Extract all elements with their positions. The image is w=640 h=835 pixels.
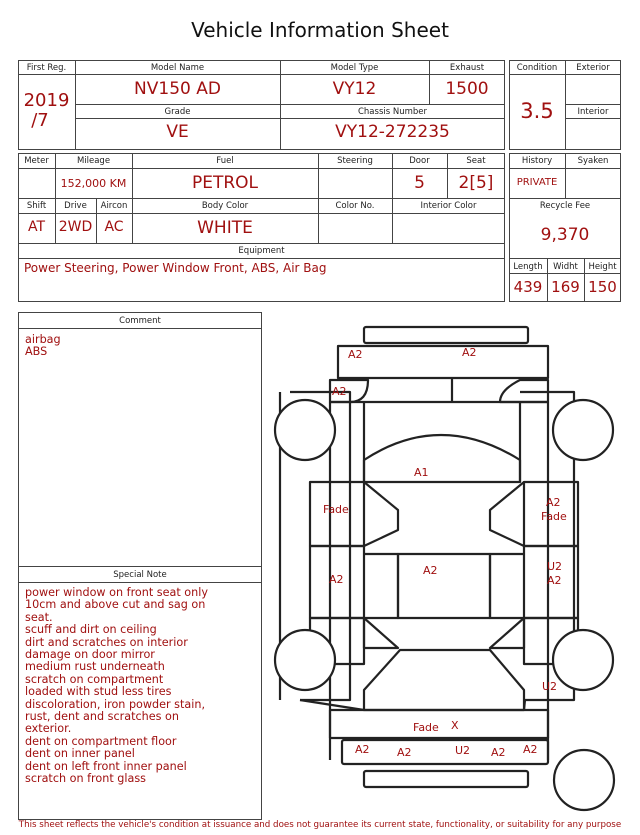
damage-mark: A1 (414, 466, 429, 479)
roof (398, 554, 490, 618)
exhaust-label: Exhaust (449, 63, 485, 73)
damage-mark: A2 (462, 346, 477, 359)
left-front-wheel (275, 400, 335, 460)
first-reg-month: /7 (31, 110, 49, 131)
special-note-label: Special Note (113, 570, 167, 580)
aircon-value: AC (104, 219, 124, 235)
drive-value: 2WD (58, 219, 93, 235)
damage-mark: U2 (542, 680, 558, 693)
shift-label: Shift (26, 201, 47, 211)
special-note-line: rust, dent and scratches on (25, 710, 179, 724)
damage-mark: A2 (397, 746, 412, 759)
special-note-line: loaded with stud less tires (25, 685, 172, 699)
damage-mark: A2 (491, 746, 506, 759)
model-type-value: VY12 (332, 79, 377, 99)
model-type-label: Model Type (330, 63, 379, 73)
fuel-label: Fuel (216, 156, 234, 166)
first-reg-year: 2019 (23, 90, 70, 111)
comment-label: Comment (119, 316, 161, 326)
comment-line: ABS (25, 345, 48, 359)
special-note-line: scratch on compartment (25, 672, 164, 686)
comment-line: airbag (25, 333, 61, 346)
special-note-line: dirt and scratches on interior (25, 635, 188, 649)
seat-label: Seat (466, 156, 486, 166)
special-note-line: power window on front seat only (25, 586, 208, 599)
damage-mark: X (451, 719, 459, 732)
special-note-line: dent on compartment floor (25, 734, 177, 748)
special-note-line: exterior. (25, 722, 72, 736)
special-note-line: damage on door mirror (25, 648, 155, 662)
equipment-value: Power Steering, Power Window Front, ABS, Air Bag (24, 261, 327, 275)
damage-mark: A2 (348, 348, 363, 361)
mileage-label: Mileage (76, 156, 111, 166)
equipment-label: Equipment (238, 246, 285, 256)
front-bumper (364, 327, 528, 343)
mileage-value: 152,000 KM (60, 177, 127, 190)
interior-label: Interior (577, 107, 609, 117)
spare-wheel (554, 750, 614, 810)
damage-mark: A2 (332, 385, 347, 398)
damage-mark: A2 (329, 573, 344, 586)
left-rear-wheel (275, 630, 335, 690)
grade-value: VE (166, 122, 189, 142)
damage-mark: A2 (423, 564, 438, 577)
meter-label: Meter (24, 156, 49, 166)
special-note-line: medium rust underneath (25, 660, 165, 674)
windshield (364, 435, 520, 482)
aircon-label: Aircon (100, 201, 128, 211)
front-panel (338, 346, 548, 378)
history-label: History (521, 156, 553, 166)
interior-color-label: Interior Color (420, 201, 477, 211)
right-rear-wheel (553, 630, 613, 690)
special-note-line: scratch on front glass (25, 772, 147, 786)
right-front-wheel (553, 400, 613, 460)
door-label: Door (409, 156, 430, 166)
length-value: 439 (513, 278, 543, 296)
recycle-fee-value: 9,370 (540, 225, 590, 245)
damage-mark: Fade (541, 510, 567, 523)
syaken-label: Syaken (577, 156, 609, 166)
width-value: 169 (551, 278, 580, 296)
condition-value: 3.5 (520, 99, 554, 123)
special-note-line: seat. (25, 610, 53, 624)
height-value: 150 (588, 278, 617, 296)
damage-mark: A2 (523, 743, 538, 756)
rear-panel (330, 710, 548, 738)
seat-value: 2[5] (458, 173, 494, 193)
grade-label: Grade (164, 107, 191, 117)
steering-label: Steering (337, 156, 373, 166)
recycle-fee-label: Recycle Fee (539, 201, 591, 211)
exhaust-value: 1500 (445, 79, 489, 99)
fuel-value: PETROL (191, 173, 259, 193)
page-title: Vehicle Information Sheet (191, 18, 449, 42)
model-name-value: NV150 AD (134, 79, 221, 99)
special-note-line: dent on left front inner panel (25, 759, 187, 773)
special-note-line: 10cm and above cut and sag on (25, 598, 206, 612)
footer-disclaimer: This sheet reflects the vehicle's condition at issuance and does not guarantee its current state, functionality, or suitability for any purpose (18, 820, 622, 830)
first-reg-label: First Reg. (26, 63, 67, 73)
exterior-label: Exterior (576, 63, 610, 73)
damage-mark: A2 (546, 496, 561, 509)
length-label: Length (513, 262, 543, 272)
damage-mark: Fade (323, 503, 349, 516)
special-note-line: discoloration, iron powder stain, (25, 697, 205, 711)
chassis-label: Chassis Number (357, 107, 428, 117)
damage-mark: Fade (413, 721, 439, 734)
rear-bumper (342, 740, 548, 764)
chassis-value: VY12-272235 (335, 122, 450, 142)
condition-label: Condition (516, 63, 558, 73)
body-color-value: WHITE (197, 218, 253, 238)
damage-mark: U2 (547, 560, 563, 573)
rear-step (364, 771, 528, 787)
damage-mark: A2 (547, 574, 562, 587)
shift-value: AT (27, 219, 46, 235)
door-value: 5 (414, 173, 425, 193)
rear-window (364, 650, 524, 710)
damage-mark: A2 (355, 743, 370, 756)
model-name-label: Model Name (150, 63, 205, 73)
special-note-line: scuff and dirt on ceiling (25, 623, 157, 637)
damage-mark: U2 (455, 744, 471, 757)
height-label: Height (588, 262, 617, 272)
history-value: PRIVATE (516, 177, 558, 188)
color-no-label: Color No. (335, 201, 375, 211)
special-note-line: dent on inner panel (25, 747, 135, 761)
body-color-label: Body Color (201, 201, 249, 211)
width-label: Widht (553, 262, 578, 272)
drive-label: Drive (64, 201, 87, 211)
